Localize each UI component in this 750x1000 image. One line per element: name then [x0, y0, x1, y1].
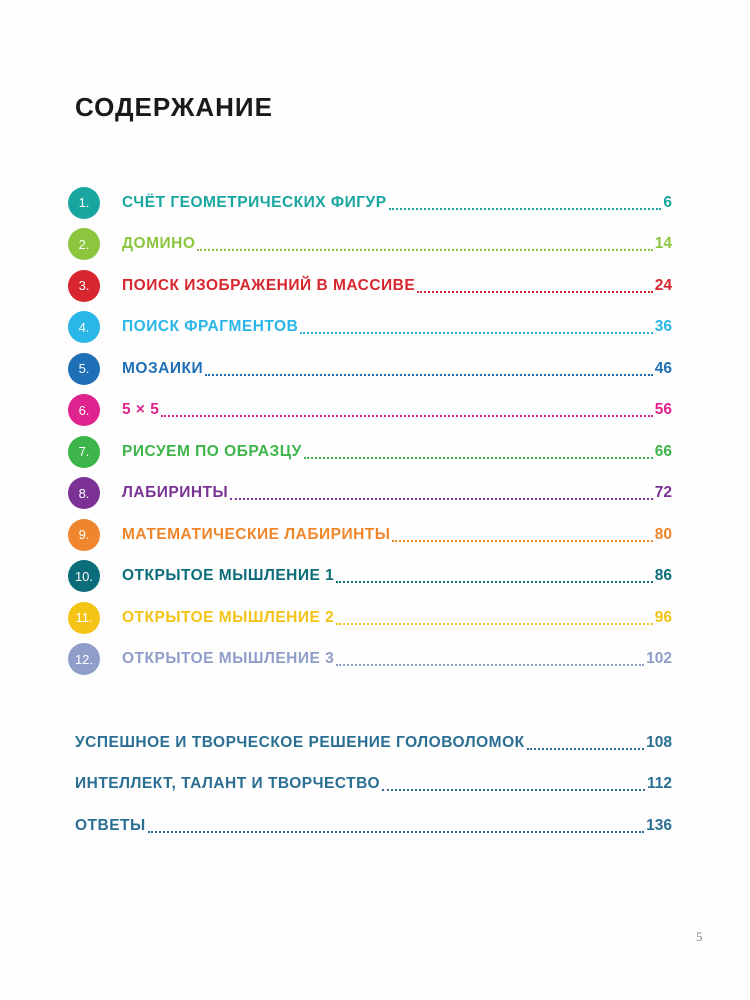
chapter-page-number: 14 — [654, 235, 672, 253]
table-of-contents — [68, 182, 672, 680]
chapter-title: СЧЁТ ГЕОМЕТРИЧЕСКИХ ФИГУР — [122, 193, 387, 211]
toc-entry[interactable] — [68, 348, 672, 390]
chapter-page-number: 96 — [654, 608, 672, 626]
chapter-page-number: 46 — [654, 359, 672, 377]
dot-leader — [336, 664, 644, 666]
dot-leader — [304, 457, 653, 459]
chapter-title: ЛАБИРИНТЫ — [122, 484, 229, 502]
chapter-number-badge: 2. — [68, 228, 100, 260]
chapter-number-badge: 9. — [68, 519, 100, 551]
chapter-title: ПОИСК ФРАГМЕНТОВ — [122, 318, 299, 336]
dot-leader — [197, 249, 652, 251]
chapter-title: МОЗАИКИ — [122, 359, 204, 377]
toc-entry[interactable] — [68, 597, 672, 639]
chapter-page-number: 56 — [654, 401, 672, 419]
chapter-page-number: 6 — [663, 193, 672, 211]
chapter-page-number: 80 — [654, 525, 672, 543]
chapter-number-badge: 4. — [68, 311, 100, 343]
chapter-number-badge: 3. — [68, 270, 100, 302]
chapter-number-badge: 7. — [68, 436, 100, 468]
toc-entry[interactable] — [68, 307, 672, 349]
toc-entry[interactable] — [68, 265, 672, 307]
chapter-number-badge: 1. — [68, 187, 100, 219]
toc-entry[interactable] — [68, 514, 672, 556]
chapter-title: РИСУЕМ ПО ОБРАЗЦУ — [122, 442, 302, 460]
toc-entry-extra[interactable] — [75, 805, 672, 847]
chapter-number-badge: 10. — [68, 560, 100, 592]
dot-leader — [382, 789, 645, 791]
section-page-number: 136 — [646, 816, 672, 834]
dot-leader — [161, 415, 652, 417]
dot-leader — [205, 374, 653, 376]
chapter-page-number: 86 — [654, 567, 672, 585]
dot-leader — [527, 748, 645, 750]
toc-entry[interactable] — [68, 556, 672, 598]
toc-entry-extra[interactable] — [75, 764, 672, 806]
chapter-number-badge: 6. — [68, 394, 100, 426]
toc-entry[interactable] — [68, 431, 672, 473]
chapter-page-number: 102 — [646, 650, 672, 668]
chapter-title: ОТКРЫТОЕ МЫШЛЕНИЕ 3 — [122, 650, 335, 668]
page-title: СОДЕРЖАНИЕ — [75, 92, 273, 122]
page-number: 5 — [696, 929, 703, 944]
chapter-number-badge: 8. — [68, 477, 100, 509]
dot-leader — [336, 581, 652, 583]
toc-entry[interactable] — [68, 390, 672, 432]
toc-entry-extra[interactable] — [75, 722, 672, 764]
chapter-page-number: 66 — [654, 442, 672, 460]
chapter-title: ОТКРЫТОЕ МЫШЛЕНИЕ 1 — [122, 567, 335, 585]
toc-entry[interactable] — [68, 224, 672, 266]
chapter-title: ДОМИНО — [122, 235, 196, 253]
toc-entry[interactable] — [68, 182, 672, 224]
dot-leader — [230, 498, 653, 500]
section-title: ИНТЕЛЛЕКТ, ТАЛАНТ И ТВОРЧЕСТВО — [75, 775, 381, 793]
dot-leader — [389, 208, 662, 210]
chapter-title: ОТКРЫТОЕ МЫШЛЕНИЕ 2 — [122, 608, 335, 626]
chapter-number-badge: 11. — [68, 602, 100, 634]
toc-entry[interactable] — [68, 473, 672, 515]
section-title: УСПЕШНОЕ И ТВОРЧЕСКОЕ РЕШЕНИЕ ГОЛОВОЛОМОК — [75, 733, 525, 751]
toc-appendix — [75, 722, 672, 847]
dot-leader — [300, 332, 652, 334]
chapter-title: МАТЕМАТИЧЕСКИЕ ЛАБИРИНТЫ — [122, 525, 391, 543]
section-page-number: 112 — [646, 775, 672, 793]
chapter-title: 5 × 5 — [122, 401, 160, 419]
chapter-number-badge: 12. — [68, 643, 100, 675]
section-title: ОТВЕТЫ — [75, 816, 146, 834]
dot-leader — [392, 540, 652, 542]
chapter-number-badge: 5. — [68, 353, 100, 385]
chapter-page-number: 72 — [654, 484, 672, 502]
chapter-page-number: 36 — [654, 318, 672, 336]
dot-leader — [336, 623, 652, 625]
section-page-number: 108 — [646, 733, 672, 751]
dot-leader — [148, 831, 644, 833]
chapter-page-number: 24 — [654, 276, 672, 294]
dot-leader — [417, 291, 653, 293]
toc-entry[interactable] — [68, 639, 672, 681]
chapter-title: ПОИСК ИЗОБРАЖЕНИЙ В МАССИВЕ — [122, 276, 416, 294]
